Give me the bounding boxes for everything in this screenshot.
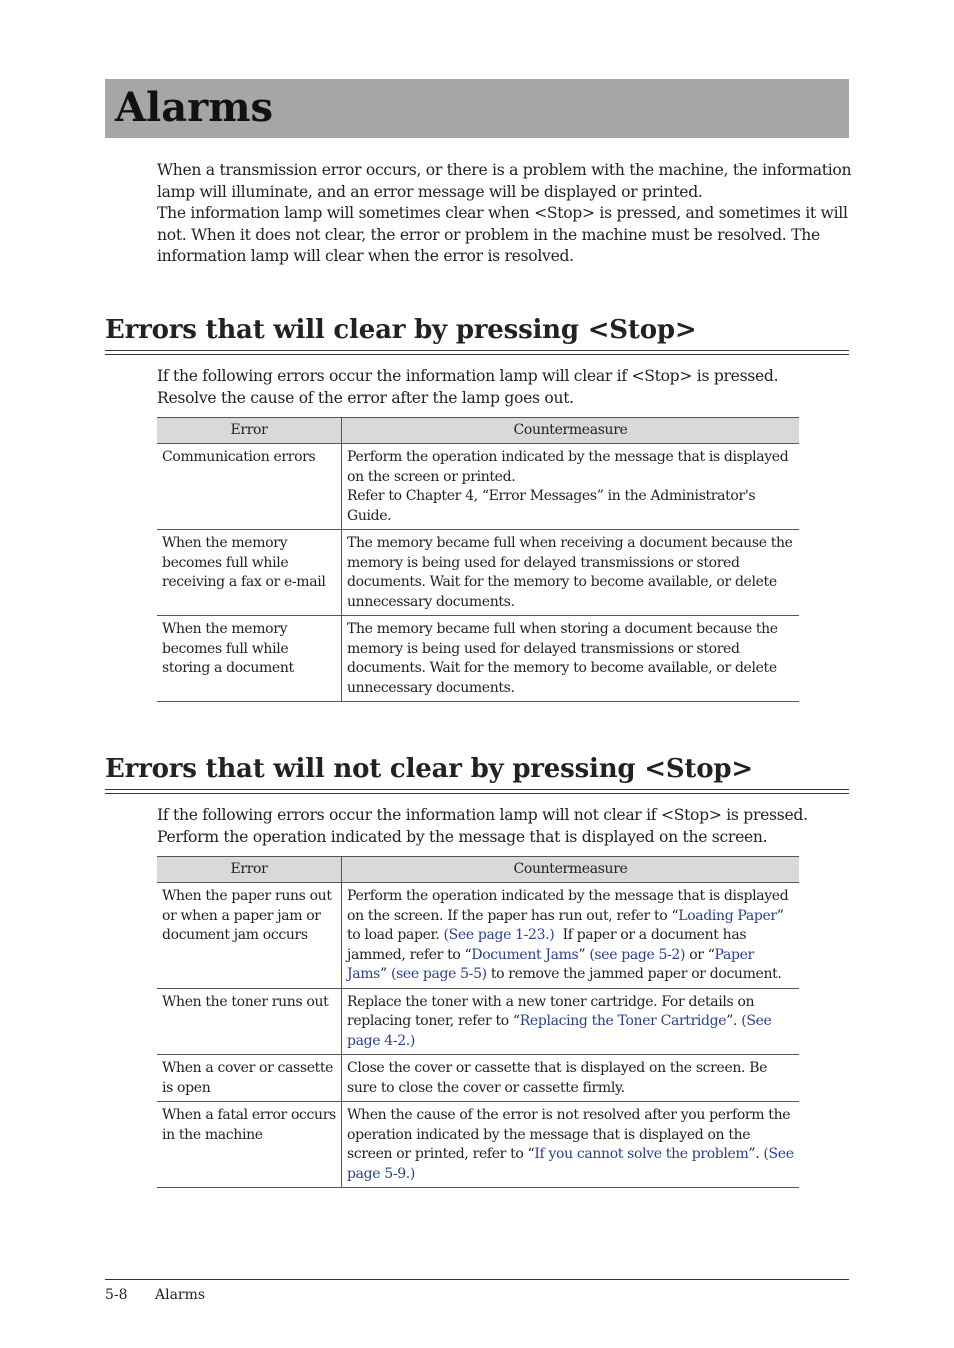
table-header-row xyxy=(157,418,799,444)
error-cell: When a fatal error occurs in the machine xyxy=(157,1102,342,1188)
link-page-4-2[interactable]: (See page 4-2.) xyxy=(347,1013,772,1049)
error-cell: When the paper runs out or when a paper jam or document jam occurs xyxy=(157,883,342,989)
section-rule xyxy=(105,793,849,794)
section-rule xyxy=(105,789,849,790)
error-cell: When the toner runs out xyxy=(157,988,342,1055)
section2-line-1: If the following errors occur the information lamp will not clear if <Stop> is pressed. xyxy=(157,806,808,824)
table-header-row xyxy=(157,857,799,883)
table-row xyxy=(157,616,799,702)
title-bar xyxy=(105,79,849,138)
intro-text xyxy=(157,160,857,268)
clearable-errors-table xyxy=(157,417,799,702)
countermeasure-text: Perform the operation indicated by the message that is displayed on the screen. If the paper has run out, refer to “ xyxy=(347,888,789,924)
link-page-1-23[interactable]: (See page 1-23.) xyxy=(443,927,555,943)
section2-description xyxy=(157,805,847,848)
link-replacing-toner[interactable]: Replacing the Toner Cartridge xyxy=(519,1013,727,1029)
countermeasure-cell xyxy=(342,1102,800,1188)
section-rule xyxy=(105,354,849,355)
countermeasure-cell xyxy=(342,883,800,989)
header-error: Error xyxy=(157,857,342,883)
link-page-5-2[interactable]: (see page 5-2) xyxy=(589,946,686,963)
countermeasure-text: If paper or a document has jammed, refer to “ xyxy=(347,927,751,963)
countermeasure-text: Refer to Chapter 4, “Error Messages” in the Administrator's Guide. xyxy=(347,488,756,524)
section1-description xyxy=(157,366,847,409)
header-countermeasure: Countermeasure xyxy=(342,857,800,883)
countermeasure-cell xyxy=(342,444,800,530)
header-countermeasure: Countermeasure xyxy=(342,418,800,444)
section-title-clear: Errors that will clear by pressing <Stop> xyxy=(105,315,697,345)
countermeasure-text: ” to load paper. xyxy=(347,907,784,943)
table-row xyxy=(157,444,799,530)
table-row xyxy=(157,988,799,1055)
countermeasure-text: Perform the operation indicated by the message that is displayed on the screen or printed. xyxy=(347,449,789,485)
footer-rule xyxy=(105,1279,849,1280)
section-title-not-clear: Errors that will not clear by pressing <Stop> xyxy=(105,754,753,784)
intro-paragraph-2: The information lamp will sometimes clear when <Stop> is pressed, and sometimes it will not. When it does not clear, the error or problem in the machine must be resolved. The information lamp will clear when the error is resolved. xyxy=(157,204,848,265)
error-cell: Communication errors xyxy=(157,444,342,530)
section2-line-2: Perform the operation indicated by the message that is displayed on the screen. xyxy=(157,827,768,846)
section1-line-2: Resolve the cause of the error after the lamp goes out. xyxy=(157,388,574,407)
countermeasure-text: ” xyxy=(578,946,590,963)
link-loading-paper[interactable]: Loading Paper xyxy=(678,907,777,924)
footer xyxy=(105,1286,205,1305)
countermeasure-text: Replace the toner with a new toner cartridge. For details on replacing toner, refer to “ xyxy=(347,993,755,1029)
countermeasure-cell: The memory became full when storing a document because the memory is being used for delayed transmissions or stored documents. Wait for the memory to become available, or delete unnecessary documents. xyxy=(342,616,800,702)
link-document-jams[interactable]: Document Jams xyxy=(471,946,579,963)
countermeasure-text: When the cause of the error is not resolved after you perform the operation indicated by the message that is displayed on the screen or printed, refer to “ xyxy=(347,1107,791,1162)
table-row xyxy=(157,1055,799,1102)
link-cannot-solve[interactable]: If you cannot solve the problem xyxy=(534,1146,749,1162)
countermeasure-cell xyxy=(342,988,800,1055)
error-cell: When a cover or cassette is open xyxy=(157,1055,342,1102)
page-title: Alarms xyxy=(115,84,274,131)
page-number: 5-8 xyxy=(105,1287,128,1303)
countermeasure-cell: Close the cover or cassette that is displayed on the screen. Be sure to close the cover or cassette firmly. xyxy=(342,1055,800,1102)
link-paper-jams[interactable]: Paper Jams xyxy=(347,946,754,982)
footer-section-name: Alarms xyxy=(155,1287,206,1303)
countermeasure-text: to remove the jammed paper or document. xyxy=(486,966,782,982)
table-row xyxy=(157,1102,799,1188)
error-cell: When the memory becomes full while storing a document xyxy=(157,616,342,702)
countermeasure-text: ” xyxy=(380,966,391,982)
header-error: Error xyxy=(157,418,342,444)
table-row xyxy=(157,530,799,616)
countermeasure-text: or “ xyxy=(685,946,715,963)
countermeasure-text: ”. xyxy=(748,1146,764,1162)
countermeasure-text: ”. xyxy=(726,1013,742,1029)
intro-paragraph-1: When a transmission error occurs, or there is a problem with the machine, the information lamp will illuminate, and an error message will be displayed or printed. xyxy=(157,161,852,201)
section1-line-1: If the following errors occur the information lamp will clear if <Stop> is pressed. xyxy=(157,367,779,385)
non-clearable-errors-table xyxy=(157,856,799,1188)
countermeasure-cell: The memory became full when receiving a document because the memory is being used for delayed transmissions or stored documents. Wait for the memory to become available, or delete unnecessary documents. xyxy=(342,530,800,616)
error-cell: When the memory becomes full while receiving a fax or e-mail xyxy=(157,530,342,616)
link-page-5-5[interactable]: (see page 5-5) xyxy=(390,966,487,982)
link-page-5-9[interactable]: (See page 5-9.) xyxy=(347,1146,794,1182)
table-row xyxy=(157,883,799,989)
section-rule xyxy=(105,350,849,351)
